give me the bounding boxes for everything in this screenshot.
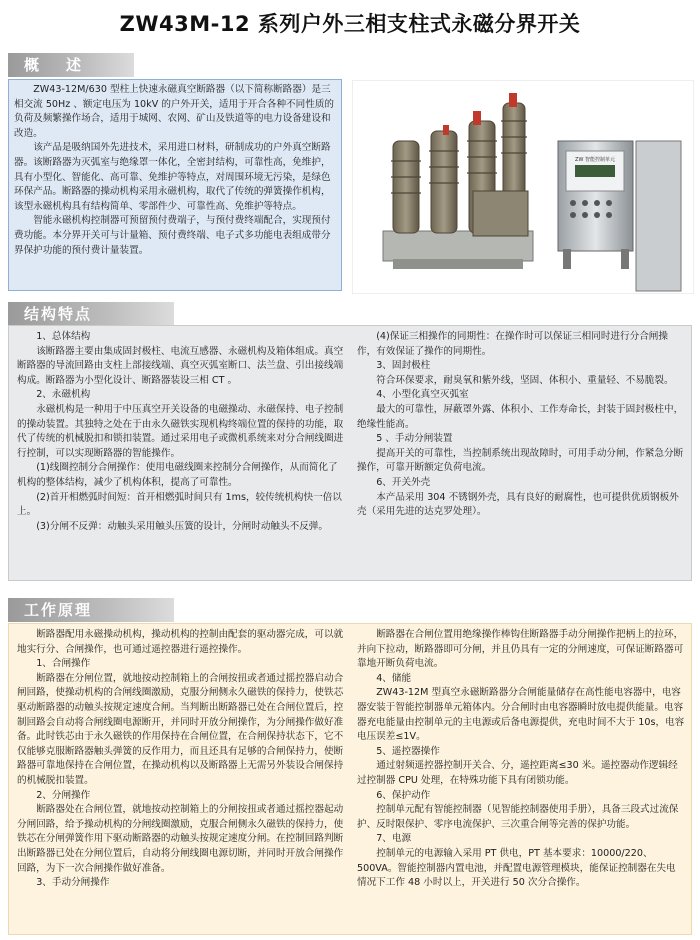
paragraph: (4)保证三相操作的同期性：在操作时可以保证三相同时进行分合闸操作，有效保证了操作的同期性。 [357, 331, 668, 357]
paragraph: 提高开关的可靠性，当控制系统出现故障时，可用手动分闸，作紧急分断操作，可靠开断额定负荷电流。 [357, 447, 684, 474]
paragraph: 断路器在分闸位置，就地按动控制箱上的合闸按扭或者通过摇控器启动合闸回路，使操动机构的合闸线圈激励，克服分闸侧永久磁铁的保持力，使铁芯驱动断路器的动触头按规定速度合闸。当判断出断路器已处在合闸位置后，控制回路会自动将合闸线圈电源断开，并同时开放分闸操作，为分闸操作做好准备。此时铁芯由于永久磁铁的作用保持在合闸位置，在合闸保持状态下，它不仅能够克服断路器触头弹簧的反作用力，而且还具有足够的合闸保持力，使断路器可靠地保持在合闸位置，在操动机构以及断路器上无需另外装设合闸保持的机械脱扣装置。 [17, 672, 344, 786]
paragraph: 本产品采用 304 不锈钢外壳，具有良好的耐腐性，也可提供优质钢板外壳（采用先进的达克罗处理）。 [357, 491, 679, 518]
work-box [8, 623, 692, 935]
sub-heading: 1、总体结构 [36, 331, 91, 342]
structure-left-column [17, 330, 347, 534]
page-title: ZW43M-12 系列户外三相支柱式永磁分界开关 [119, 12, 581, 36]
structure-right-column [357, 330, 685, 520]
sub-heading: 5 、手动分闸装置 [376, 433, 453, 445]
overview-box [8, 79, 342, 291]
sub-heading: 6、开关外壳 [376, 476, 431, 488]
breaker-illustration [383, 93, 533, 269]
sub-heading: 4、小型化真空灭弧室 [376, 389, 469, 401]
overview-paragraph: 该产品是吸纳国外先进技术，采用进口材料，研制成功的户外真空断路器。该断路器为灭弧室与绝缘罩一体化，全密封结构，可靠性高，免维护，具有小型化、智能化、高可靠、免维护等特点，对周围环境无污染，是绿色环保产品。断路器的操动机构采用永磁机构，取代了传统的弹簧操作机构，该型永磁机构具有结构简单、零部件少、可靠性高、免维护等特点。 [14, 142, 331, 212]
sub-heading: 4、储能 [376, 672, 412, 684]
paragraph: 永磁机构是一种用于中压真空开关设备的电磁操动、永磁保持、电子控制的操动装置。其独特之处在于由永久磁铁实现机构终端位置的保持的功能，取代了传统的机械脱扣和锁扣装置。通过采用电子或微机系统来对分合闸线圈进行控制，可以实现断路器的智能操作。 [17, 403, 344, 459]
sub-heading: 7、电源 [376, 833, 412, 845]
controller-cabinet [558, 141, 681, 291]
paragraph: 断路器在合闸位置用绝缘操作棒钩住断路器手动分闸操作把柄上的拉环，并向下拉动，断路器即可分闸，并且仍具有一定的分闸速度，可保证断路器可靠地开断负荷电流。 [357, 629, 684, 670]
sub-heading: 3、手动分闸操作 [36, 877, 110, 889]
paragraph: 控制单元配有智能控制器（见智能控制器使用手册），具备三段式过流保护、反时限保护、零序电流保护、三次重合闸等完善的保护功能。 [357, 804, 679, 830]
paragraph: 断路器处在合闸位置，就地按动控制箱上的分闸按扭或者通过摇控器起动分闸回路，给予操动机构的分闸线圈激励，克服合闸侧永久磁铁的保持力，使铁芯在分闸弹簧作用下驱动断路器的动触头按规定速度分闸。在控制回路判断出断路器已处在分闸位置后，自动将分闸线圈电源切断，并同时开放合闸操作回路，为下一次合闸操作做好准备。 [17, 804, 344, 874]
paragraph: (2)首开相燃弧时间短：首开相燃弧时间只有 1ms，较传统机构快一倍以上。 [17, 491, 342, 518]
paragraph: (3)分闸不反弹：动触头采用触头压簧的设计，分闸时动触头不反弹。 [36, 520, 328, 532]
sub-heading: 2、分闸操作 [36, 789, 91, 801]
paragraph: 断路器配用永磁操动机构，操动机构的控制由配套的驱动器完成，可以就地实行分、合闸操作，也可通过遥控器进行遥控操作。 [17, 629, 344, 655]
paragraph: 通过射频遥控器控制开关合、分，遥控距离≤30 米。遥控器动作逻辑经过控制器 CPU 处理，在特殊功能下具有闭锁功能。 [357, 760, 678, 786]
paragraph: 符合环保要求，耐臭氧和紫外线，坚固、体积小、重量轻、不易脆裂。 [376, 374, 674, 386]
cabinet-panel-label: ZW 智能控制单元 [575, 157, 615, 163]
work-right-column [357, 628, 685, 891]
paragraph: ZW43-12M 型真空永磁断路器分合闸能量储存在高性能电容器中，电容器安装于智能控制器单元箱体内。分合闸时由电容器瞬时放电提供能量。电容器充电能量由控制单元的主电源或后备电源提供，充电时间不大于 10s，电容电压误差≤1V。 [357, 687, 685, 743]
sub-heading: 2、永磁机构 [36, 389, 91, 401]
work-heading: 工作原理 [8, 598, 174, 622]
structure-box [8, 325, 692, 581]
work-left-column [17, 628, 347, 891]
paragraph: 控制单元的电源输入采用 PT 供电，PT 基本要求：10000/220、500VA。智能控制器内置电池，并配置电源管理模块，能保证控制器在失电情况下工作 48 小时以上，开关进行 50 次分合操作。 [357, 847, 676, 889]
paragraph: (1)线圈控制分合闸操作：使用电磁线圈来控制分合闸操作，从而简化了机构的整体结构，减少了机构体积，提高了可靠性。 [17, 462, 338, 488]
paragraph: 最大的可靠性，屏蔽罩外露、体积小、工作寿命长，封装于固封极柱中，绝缘性能高。 [357, 403, 684, 430]
structure-heading: 结构特点 [8, 302, 174, 326]
sub-heading: 3、固封极柱 [376, 360, 431, 372]
paragraph: 该断路器主要由集成固封极柱、电流互感器、永磁机构及箱体组成。真空断路器的导流回路由支柱上部接线端、真空灭弧室断口、法兰盘、引出接线端构成。断路器为小型化设计、断路器装设三相 CT 。 [17, 345, 344, 386]
overview-paragraph: ZW43-12M/630 型柱上快速永磁真空断路器（以下简称断路器）是三相交流 50Hz 、额定电压为 10kV 的户外开关，适用于开合各种不同性质的负荷及频繁操作场合，适用于城网、农网、矿山及铁道等的电力设备建设和改造。 [14, 84, 335, 139]
sub-heading: 5、遥控器操作 [376, 745, 440, 757]
sub-heading: 6、保护动作 [376, 789, 431, 801]
product-photo [352, 80, 694, 294]
overview-paragraph: 智能永磁机构控制器可预留预付费端子，与预付费终端配合，实现预付费功能。本分界开关可与计量箱、预付费终端、电子式多功能电表组成带分界保护功能的预付费计量装置。 [14, 215, 331, 256]
sub-heading: 1、合闸操作 [36, 658, 91, 670]
overview-heading: 概 述 [8, 53, 134, 77]
